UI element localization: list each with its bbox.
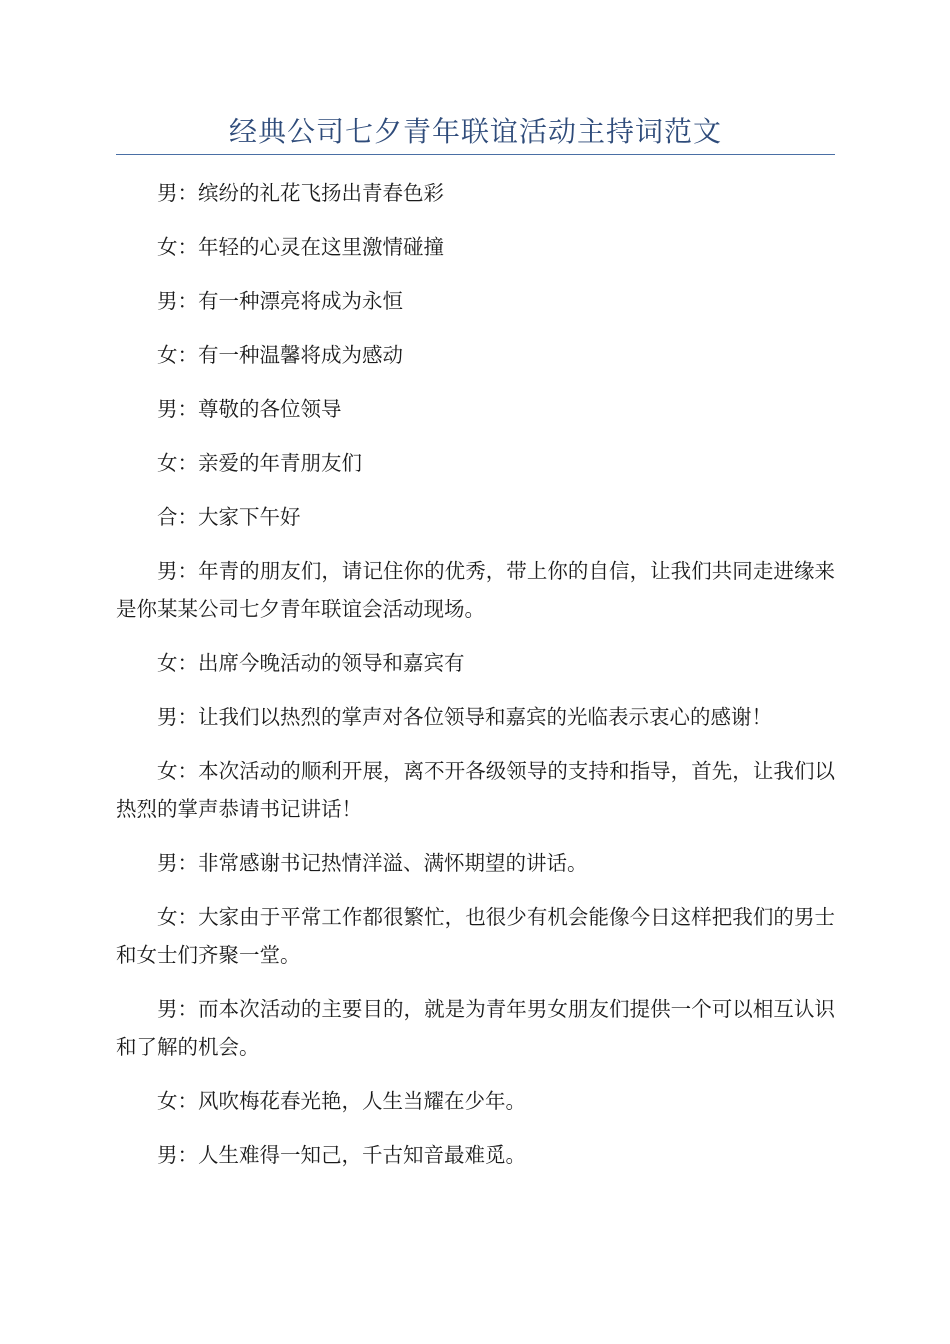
paragraph: 合：大家下午好 xyxy=(157,505,301,529)
paragraph: 女：本次活动的顺利开展，离不开各级领导的支持和指导，首先，让我们以热烈的掌声恭请书记讲话！ xyxy=(116,759,835,821)
paragraph: 女：风吹梅花春光艳，人生当耀在少年。 xyxy=(157,1089,526,1113)
paragraph: 男：非常感谢书记热情洋溢、满怀期望的讲话。 xyxy=(157,851,588,875)
paragraph: 男：人生难得一知己，千古知音最难觅。 xyxy=(157,1143,526,1167)
paragraph: 男：尊敬的各位领导 xyxy=(157,397,342,421)
paragraph: 男：让我们以热烈的掌声对各位领导和嘉宾的光临表示衷心的感谢！ xyxy=(157,705,772,729)
paragraph: 女：出席今晚活动的领导和嘉宾有 xyxy=(157,651,465,675)
paragraph: 男：有一种漂亮将成为永恒 xyxy=(157,289,403,313)
paragraph: 男：而本次活动的主要目的，就是为青年男女朋友们提供一个可以相互认识和了解的机会。 xyxy=(116,997,835,1059)
paragraph: 男：年青的朋友们，请记住你的优秀，带上你的自信，让我们共同走进缘来是你某某公司七夕青年联谊会活动现场。 xyxy=(116,559,835,621)
paragraph: 女：大家由于平常工作都很繁忙，也很少有机会能像今日这样把我们的男士和女士们齐聚一堂。 xyxy=(116,905,835,967)
paragraph: 男：缤纷的礼花飞扬出青春色彩 xyxy=(157,181,444,205)
paragraph: 女：亲爱的年青朋友们 xyxy=(157,451,362,475)
document-title: 经典公司七夕青年联谊活动主持词范文 xyxy=(228,115,722,148)
title-underline xyxy=(116,154,835,155)
paragraph: 女：有一种温馨将成为感动 xyxy=(157,343,403,367)
document-body xyxy=(116,174,835,1190)
paragraph: 女：年轻的心灵在这里激情碰撞 xyxy=(157,235,444,259)
